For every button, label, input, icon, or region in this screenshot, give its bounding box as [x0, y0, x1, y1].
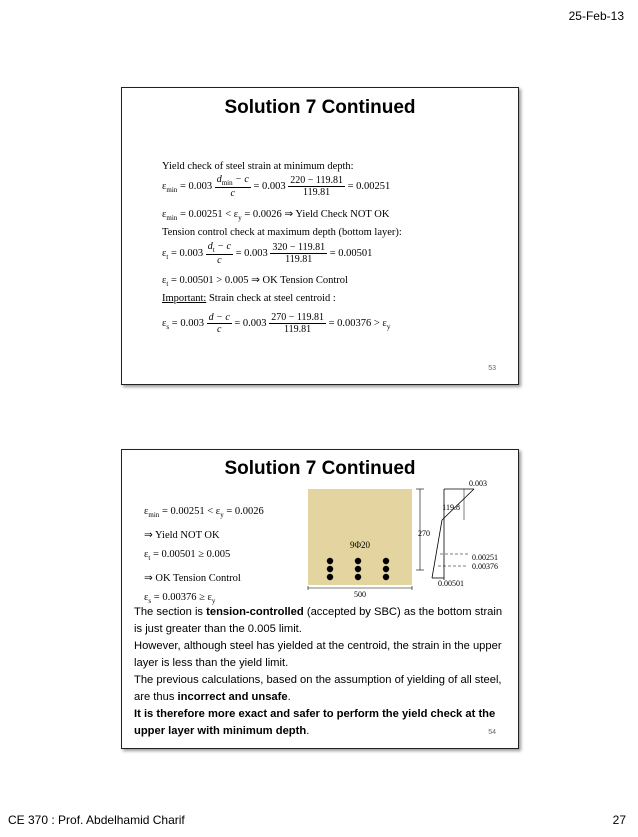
header-date: 25-Feb-13	[568, 9, 624, 23]
paragraph: However, although steel has yielded at the centroid, the strain in the upper layer is less than the yield limit.	[134, 640, 502, 669]
footer-page-number: 27	[612, 813, 626, 827]
text-yield-check-intro: Yield check of steel strain at minimum depth:	[162, 161, 354, 172]
rebar	[355, 558, 361, 564]
strain-label: 0.00501	[438, 579, 464, 588]
rebar	[383, 566, 389, 572]
equation-yield-check: $\varepsilon_{min} = 0.00251 < \varepsilon_y = 0.0026$ ⇒ Yield Check NOT OK	[162, 209, 390, 223]
slide-number: 54	[488, 729, 496, 736]
rebar	[327, 558, 333, 564]
footer-course: CE 370 : Prof. Abdelhamid Charif	[8, 813, 185, 827]
equation-eps-min: $\varepsilon_{min} = 0.003$ $\frac{d_{min} - c}{c}$ = 0.003 $\frac{220 - 119.81}{119.81}$ = 0.00251	[162, 174, 391, 199]
equation-line: ⇒ Yield NOT OK	[144, 529, 220, 541]
paragraph: The previous calculations, based on the assumption of yielding of all steel, are thus incorrect and unsafe.	[134, 674, 502, 703]
rebar	[327, 574, 333, 580]
equation-line: $\varepsilon_{min} = 0.00251 < \varepsilon_y = 0.0026$	[144, 506, 264, 520]
equation-line: $\varepsilon_t = 0.00501 \ge 0.005$	[144, 549, 231, 563]
slide-53	[121, 87, 519, 385]
equation-eps-s: $\varepsilon_s = 0.003$ $\frac{d - c}{c}$ = 0.003 $\frac{270 - 119.81}{119.81}$ = $0.00376 > \varepsilon_y$	[162, 312, 391, 335]
text-important-note: Important: Strain check at steel centroid :	[162, 293, 336, 304]
neutral-axis-label: 119.8	[442, 503, 460, 512]
rebar	[383, 558, 389, 564]
rebar	[327, 566, 333, 572]
bars-label: 9Φ20	[349, 540, 371, 550]
explanation-text	[134, 604, 506, 740]
slide-title: Solution 7 Continued	[224, 458, 416, 479]
rebar	[355, 566, 361, 572]
slide-number: 53	[488, 365, 496, 372]
depth-label: 270	[418, 529, 430, 538]
equation-line: $\varepsilon_s = 0.00376 \ge \varepsilon_y$	[144, 592, 216, 606]
paragraph: It is therefore more exact and safer to perform the yield check at the upper layer with minimum depth.	[134, 708, 496, 737]
paragraph: The section is tension-controlled (accepted by SBC) as the bottom strain is just greater than the 0.005 limit.	[134, 606, 503, 635]
equation-line: ⇒ OK Tension Control	[144, 572, 241, 584]
slide-title: Solution 7 Continued	[224, 97, 416, 118]
section-strain-diagram	[122, 450, 518, 600]
strain-top-label: 0.003	[469, 479, 487, 488]
equation-eps-t: $\varepsilon_t = 0.003$ $\frac{d_t - c}{c}$ = 0.003 $\frac{320 - 119.81}{119.81}$ = 0.00501	[162, 241, 373, 266]
text-tension-control-intro: Tension control check at maximum depth (bottom layer):	[162, 227, 402, 238]
strain-label: 0.00376	[472, 562, 498, 571]
section-width-label: 500	[354, 590, 366, 599]
strain-label: 0.00251	[472, 553, 498, 562]
equation-tension-control-check: $\varepsilon_t = 0.00501 > 0.005$ ⇒ OK Tension Control	[162, 275, 348, 289]
rebar	[355, 574, 361, 580]
rebar	[383, 574, 389, 580]
slide-54	[121, 449, 519, 749]
